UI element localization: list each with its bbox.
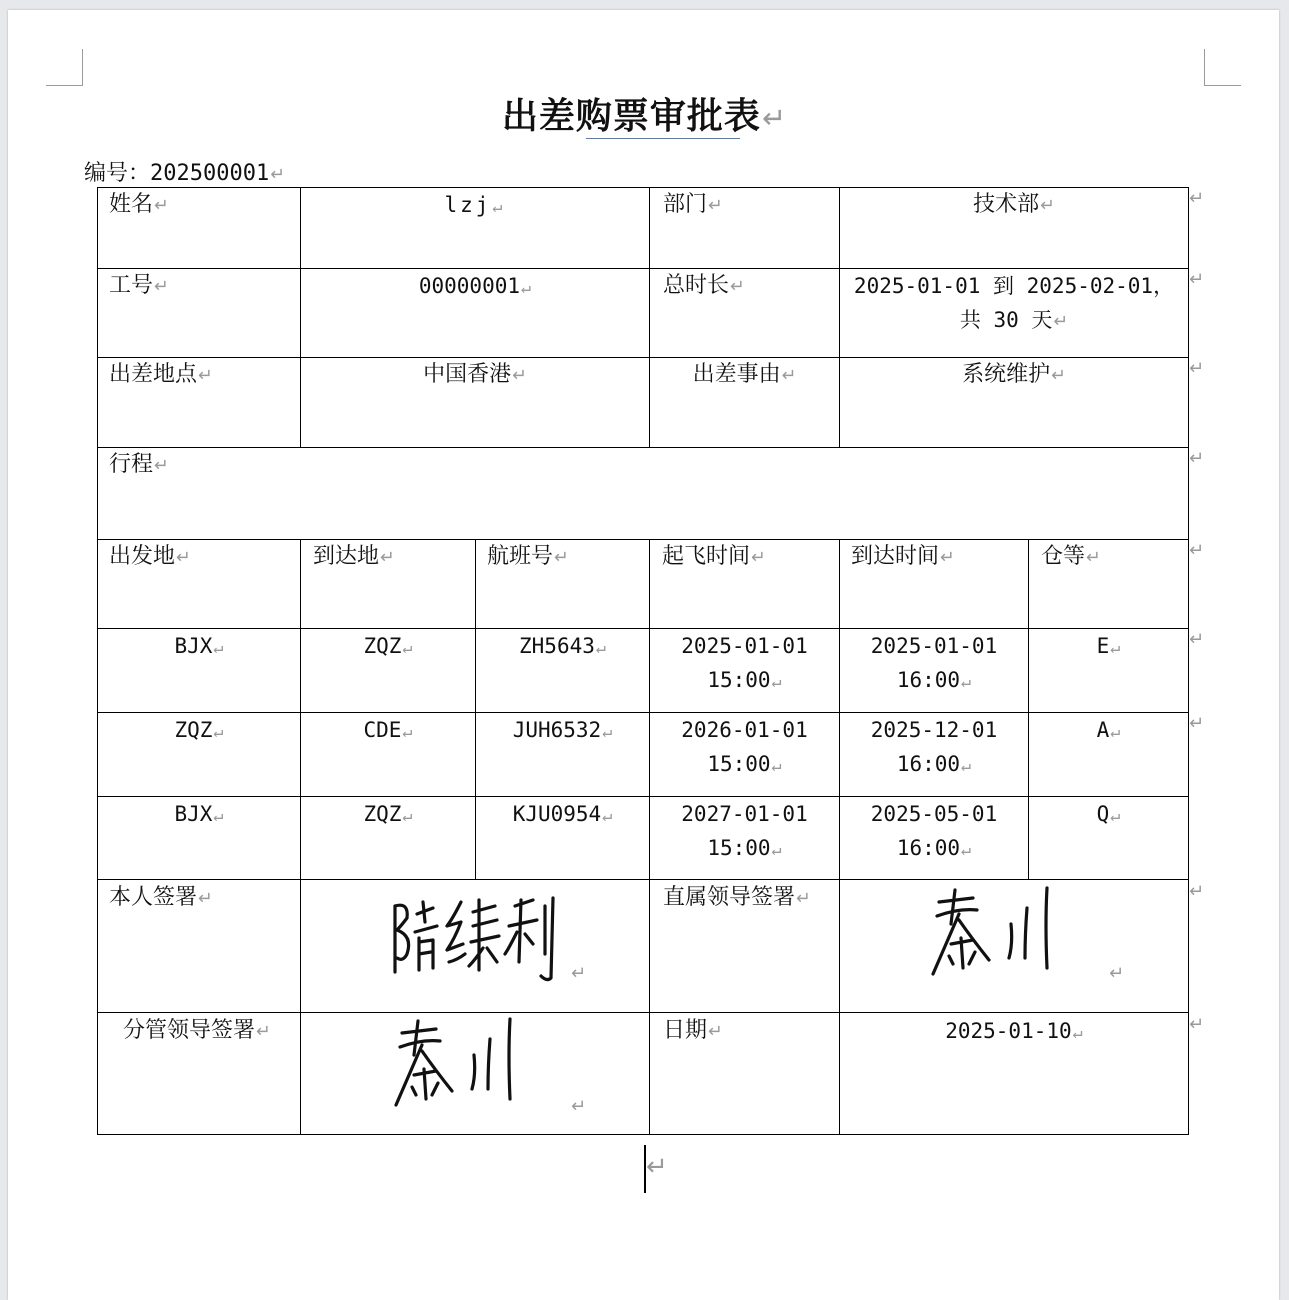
self-signature-image [387,892,557,982]
header-class: 仓等↵ [1041,544,1101,569]
serial-number: 编号：202500001↵ [84,161,285,186]
name-value: lzj↵ [444,193,506,217]
destination-label: 出差地点↵ [109,362,213,387]
header-dep-time: 起飞时间↵ [662,544,766,569]
table-row-3-dep: 2027-01-01 15:00↵ [681,802,808,860]
header-arrival: 到达地↵ [313,544,395,569]
itinerary-label: 行程↵ [109,452,169,477]
table-row-2-class: A↵ [1096,718,1121,742]
header-arr-time: 到达时间↵ [851,544,955,569]
table-row-2-from: ZQZ↵ [174,718,224,742]
margin-corner-top-right [1204,49,1241,86]
manager-sign-label: 分管领导签署↵ [123,1018,271,1043]
employee-id-label: 工号↵ [109,273,169,298]
table-row-1-dep: 2025-01-01 15:00↵ [681,634,808,692]
destination-value: 中国香港↵ [423,362,527,387]
dept-label: 部门↵ [663,192,723,217]
name-label: 姓名↵ [109,192,169,217]
margin-corner-top-left [46,49,83,86]
dept-value: 技术部↵ [973,192,1055,217]
table-row-3-from: BJX↵ [174,802,224,826]
table-row-2-arr: 2025-12-01 16:00↵ [870,718,998,776]
duration-label: 总时长↵ [663,273,745,298]
serial-label: 编号： [84,161,151,186]
table-row-3-flight: KJU0954↵ [512,802,613,826]
approval-table: 姓名↵ lzj↵ 部门↵ 技术部↵ 工号↵ 00000001↵ 总时长↵ 2025-01-01 到 2025-02-01， 共 30 天↵ 出差地点↵ 中国香港↵ 出差事由↵ 系统维护↵ 行程↵ 出发地↵ 到达地↵ 航班号↵ 起飞时间↵ 到达时间↵ 仓等↵ BJX↵ ZQZ↵ ZH5643↵ 2025-01-01 15:00↵ 2025-01-01 16:00↵ E↵ ZQZ↵ CDE↵ JUH6532↵ 2026-01-01 15:00↵ 2025-12-01 16:00↵ A↵ BJX↵ ZQZ↵ KJU0954↵ 2027-01-01 15:00↵ 2025-05-01 16:00↵ Q↵ 本人签署↵ ↵ 直属领导签署↵ ↵ 分管领导签署↵ ↵ 日期↵ 2025-01-10↵ ↵ ↵ ↵ ↵ ↵ ↵ ↵ ↵ ↵ [97,187,1189,1135]
self-sign-label: 本人签署↵ [109,885,213,910]
page-title: 出差购票审批表↵ [501,96,788,137]
leader-sign-label: 直属领导签署↵ [663,885,811,910]
table-row-1-arr: 2025-01-01 16:00↵ [870,634,998,692]
header-departure: 出发地↵ [109,544,191,569]
spellcheck-underline [586,138,740,139]
date-label: 日期↵ [663,1018,723,1043]
table-row-3-arr: 2025-05-01 16:00↵ [870,802,998,860]
manager-signature-image [392,1015,522,1110]
paragraph-mark-icon: ↵ [761,101,788,135]
date-value: 2025-01-10↵ [945,1019,1083,1043]
reason-label: 出差事由↵ [692,362,797,387]
employee-id-value: 00000001↵ [418,274,532,298]
table-row-1-flight: ZH5643↵ [519,634,606,658]
table-row-2-dep: 2026-01-01 15:00↵ [681,718,808,776]
header-flight-no: 航班号↵ [487,544,569,569]
reason-value: 系统维护↵ [962,362,1066,387]
table-row-1-to: ZQZ↵ [363,634,413,658]
table-row-2-flight: JUH6532↵ [512,718,613,742]
table-row-1-from: BJX↵ [174,634,224,658]
table-row-3-to: ZQZ↵ [363,802,413,826]
serial-value: 202500001 [150,161,270,186]
leader-signature-image [929,884,1059,979]
table-row-1-class: E↵ [1096,634,1121,658]
table-row-2-to: CDE↵ [363,718,413,742]
paragraph-mark-icon: ↵ [646,1152,668,1182]
table-row-3-class: Q↵ [1096,802,1121,826]
duration-value: 2025-01-01 到 2025-02-01， 共 30 天↵ [853,274,1175,332]
